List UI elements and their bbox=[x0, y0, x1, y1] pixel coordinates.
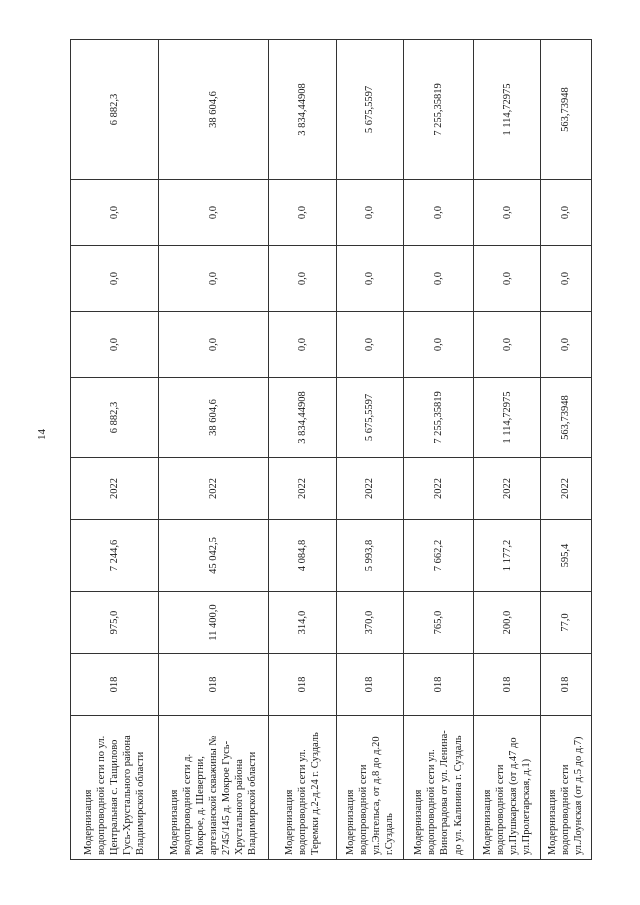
value-cell: 0,0 bbox=[403, 312, 474, 378]
table-row bbox=[71, 40, 159, 860]
table-container bbox=[70, 40, 592, 860]
value-cell: 0,0 bbox=[71, 246, 159, 312]
value-cell: 0,0 bbox=[268, 180, 337, 246]
length-cell: 975,0 bbox=[71, 592, 159, 654]
project-name: Модернизация водопроводной сети ул. Теремки д.2-д.24 г. Суздаль bbox=[268, 716, 337, 860]
length-cell: 765,0 bbox=[403, 592, 474, 654]
value-cell: 6 882,3 bbox=[71, 378, 159, 458]
total-cell: 6 882,3 bbox=[71, 40, 159, 180]
cost-cell: 7 244,6 bbox=[71, 520, 159, 592]
code-cell: 018 bbox=[403, 654, 474, 716]
table-row bbox=[337, 40, 403, 860]
value-cell: 0,0 bbox=[403, 246, 474, 312]
cost-cell: 1 177,2 bbox=[474, 520, 540, 592]
table-row bbox=[474, 40, 540, 860]
value-cell: 3 834,44908 bbox=[268, 378, 337, 458]
year-cell: 2022 bbox=[540, 458, 591, 520]
value-cell: 0,0 bbox=[71, 180, 159, 246]
value-cell: 0,0 bbox=[268, 312, 337, 378]
total-cell: 38 604,6 bbox=[159, 40, 268, 180]
length-cell: 77,0 bbox=[540, 592, 591, 654]
table-row bbox=[540, 40, 591, 860]
total-cell: 563,73948 bbox=[540, 40, 591, 180]
cost-cell: 7 662,2 bbox=[403, 520, 474, 592]
table-row bbox=[268, 40, 337, 860]
code-cell: 018 bbox=[337, 654, 403, 716]
value-cell: 0,0 bbox=[540, 180, 591, 246]
year-cell: 2022 bbox=[337, 458, 403, 520]
value-cell: 0,0 bbox=[159, 312, 268, 378]
code-cell: 018 bbox=[268, 654, 337, 716]
project-name: Модернизация водопроводной сети ул.Пушкарская (от д.47 до ул.Пролетарская, д.1) bbox=[474, 716, 540, 860]
value-cell: 0,0 bbox=[337, 246, 403, 312]
project-table bbox=[70, 39, 592, 860]
project-name: Модернизация водопроводной сети ул.Энгельса, от д.8 до д.20 г.Суздаль bbox=[337, 716, 403, 860]
value-cell: 7 255,35819 bbox=[403, 378, 474, 458]
length-cell: 314,0 bbox=[268, 592, 337, 654]
code-cell: 018 bbox=[159, 654, 268, 716]
cost-cell: 4 084,8 bbox=[268, 520, 337, 592]
value-cell: 1 114,72975 bbox=[474, 378, 540, 458]
value-cell: 0,0 bbox=[71, 312, 159, 378]
length-cell: 370,0 bbox=[337, 592, 403, 654]
value-cell: 0,0 bbox=[474, 312, 540, 378]
value-cell: 0,0 bbox=[540, 312, 591, 378]
value-cell: 0,0 bbox=[403, 180, 474, 246]
year-cell: 2022 bbox=[71, 458, 159, 520]
page-number: 14 bbox=[36, 429, 48, 440]
cost-cell: 45 042,5 bbox=[159, 520, 268, 592]
value-cell: 0,0 bbox=[337, 312, 403, 378]
cost-cell: 595,4 bbox=[540, 520, 591, 592]
project-name: Модернизация водопроводной сети ул.Лоунская (от д.5 до д.7) bbox=[540, 716, 591, 860]
total-cell: 5 675,5597 bbox=[337, 40, 403, 180]
value-cell: 563,73948 bbox=[540, 378, 591, 458]
length-cell: 200,0 bbox=[474, 592, 540, 654]
code-cell: 018 bbox=[474, 654, 540, 716]
total-cell: 3 834,44908 bbox=[268, 40, 337, 180]
length-cell: 11 400,0 bbox=[159, 592, 268, 654]
year-cell: 2022 bbox=[159, 458, 268, 520]
year-cell: 2022 bbox=[403, 458, 474, 520]
value-cell: 38 604,6 bbox=[159, 378, 268, 458]
value-cell: 0,0 bbox=[159, 246, 268, 312]
table-row bbox=[159, 40, 268, 860]
value-cell: 0,0 bbox=[337, 180, 403, 246]
project-name: Модернизация водопроводной сети ул. Виноградова от ул. Ленина- до ул. Калинина г. Суздаль bbox=[403, 716, 474, 860]
table-row bbox=[403, 40, 474, 860]
value-cell: 0,0 bbox=[474, 180, 540, 246]
code-cell: 018 bbox=[71, 654, 159, 716]
code-cell: 018 bbox=[540, 654, 591, 716]
cost-cell: 5 993,8 bbox=[337, 520, 403, 592]
value-cell: 5 675,5597 bbox=[337, 378, 403, 458]
year-cell: 2022 bbox=[268, 458, 337, 520]
value-cell: 0,0 bbox=[268, 246, 337, 312]
value-cell: 0,0 bbox=[159, 180, 268, 246]
value-cell: 0,0 bbox=[474, 246, 540, 312]
total-cell: 1 114,72975 bbox=[474, 40, 540, 180]
total-cell: 7 255,35819 bbox=[403, 40, 474, 180]
project-name: Модернизация водопроводной сети по ул. Центральная с. Тащилово Гусь-Хрустального района Владимирской области bbox=[71, 716, 159, 860]
project-name: Модернизация водопроводной сети д. Мокрое, д. Шевертни, артезианской скважины № 2745/145 д. Мокрое Гусь-Хрустального района Владимирской области bbox=[159, 716, 268, 860]
year-cell: 2022 bbox=[474, 458, 540, 520]
value-cell: 0,0 bbox=[540, 246, 591, 312]
